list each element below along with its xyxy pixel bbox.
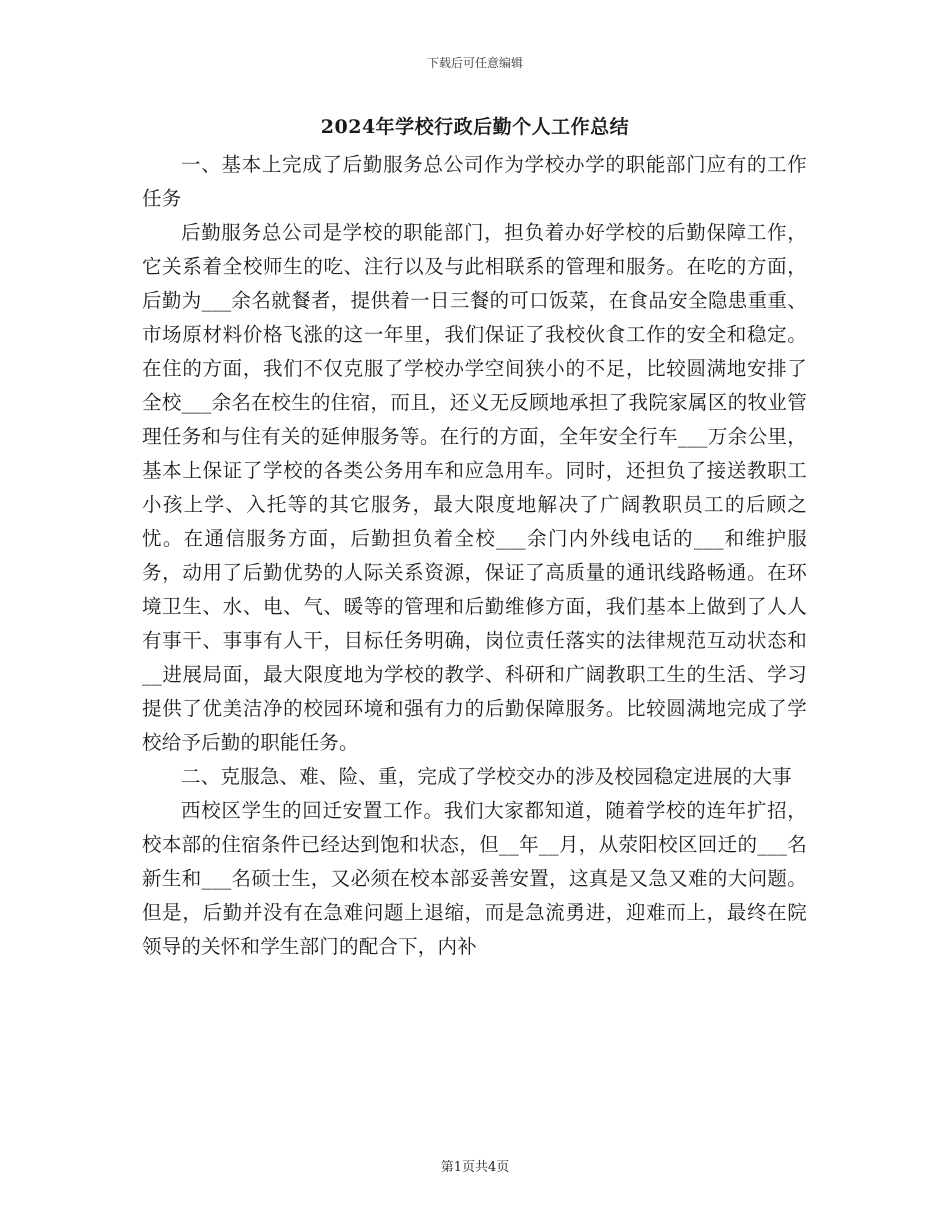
page-header: 下载后可任意编辑 [426,56,523,70]
page-number: 第1页共4页 [440,1160,510,1175]
paragraph-section-2-heading: 二、克服急、难、险、重，完成了学校交办的涉及校园稳定进展的大事 [181,765,792,788]
paragraph-section-1-body: 后勤服务总公司是学校的职能部门，担负着办好学校的后勤保障工作，它关系着全校师生的吃、注行以及与此相联系的管理和服务。在吃的方面，后勤为___余名就餐者，提供着一日三餐的可口饭菜，在食品安全隐患重重、市场原材料价格飞涨的这一年里，我们保证了我校伙食工作的安全和稳定。在住的方面，我们不仅克服了学校办学空间狭小的不足，比较圆满地安排了全校___余名在校生的住宿，而且，还义无反顾地承担了我院家属区的牧业管理任务和与住有关的延伸服务等。在行的方面，全年安全行车___万余公里，基本上保证了学校的各类公务用车和应急用车。同时，还担负了接送教职工小孩上学、入托等的其它服务，最大限度地解决了广阔教职员工的后顾之忧。在通信服务方面，后勤担负着全校___余门内外线电话的___和维护服务，动用了后勤优势的人际关系资源，保证了高质量的通讯线路畅通。在环境卫生、水、电、气、暖等的管理和后勤维修方面，我们基本上做到了人人有事干、事事有人干，目标任务明确，岗位责任落实的法律规范互动状态和__进展局面，最大限度地为学校的教学、科研和广阔教职工生的生活、学习提供了优美洁净的校园环境和强有力的后勤保障服务。比较圆满地完成了学校给予后勤的职能任务。 [142,221,807,754]
document-title: 2024年学校行政后勤个人工作总结 [320,116,630,138]
paragraph-section-1-heading: 一、基本上完成了后勤服务总公司作为学校办学的职能部门应有的工作任务 [142,153,807,210]
paragraph-section-2-body: 西校区学生的回迁安置工作。我们大家都知道，随着学校的连年扩招，校本部的住宿条件已经达到饱和状态，但__年__月，从荥阳校区回迁的___名新生和___名硕士生，又必须在校本部妥善安置，这真是又急又难的大问题。但是，后勤并没有在急难问题上退缩，而是急流勇进，迎难而上，最终在院领导的关怀和学生部门的配合下，内补 [142,799,807,958]
document-body [142,148,807,964]
